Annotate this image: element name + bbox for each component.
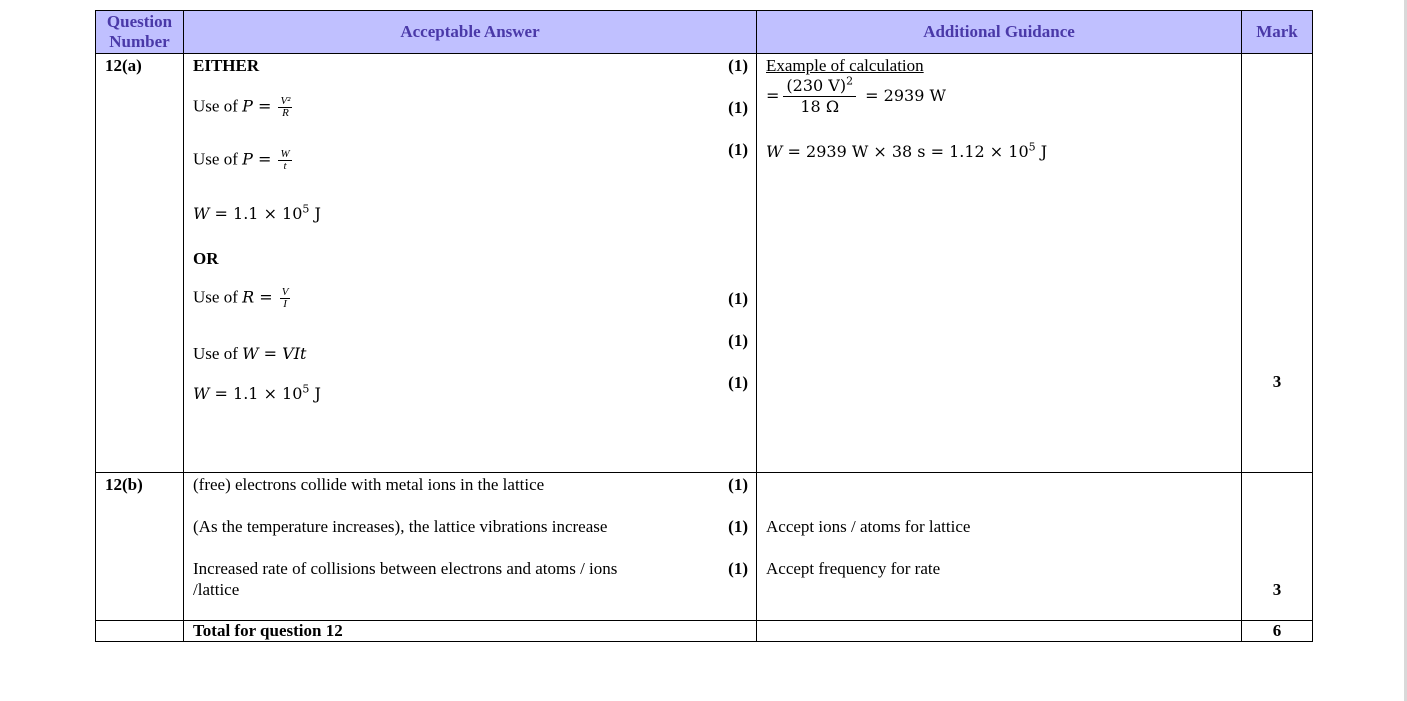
header-acceptable-answer: Acceptable Answer (184, 11, 757, 54)
header-additional-guidance: Additional Guidance (757, 11, 1242, 54)
mark-12a-1: (1) (728, 98, 748, 117)
answer-12b (184, 473, 757, 621)
mark-total-12b: 3 (1242, 473, 1313, 621)
either-label: EITHER (193, 56, 260, 75)
mark-12b-3: (1) (728, 559, 748, 578)
or-label: OR (193, 249, 219, 268)
mark-12b-1: (1) (728, 475, 748, 494)
guidance-12b-2: Accept frequency for rate (766, 559, 941, 578)
total-guidance-empty (757, 621, 1242, 642)
total-empty-cell (96, 621, 184, 642)
guidance-12b-1: Accept ions / atoms for lattice (766, 517, 971, 536)
use-of-r-vi: Use of R = $\frac{V}{I}$ (193, 286, 289, 310)
mark-12a-either: (1) (728, 56, 748, 75)
header-row (96, 11, 1313, 54)
header-mark: Mark (1242, 11, 1313, 54)
mark-scheme-table (95, 10, 1313, 642)
total-label: Total for question 12 (184, 621, 757, 642)
answer-12b-line-4: /lattice (193, 580, 240, 599)
mark-12b-2: (1) (728, 517, 748, 536)
question-number-12a: 12(a) (96, 54, 184, 473)
mark-total-12a: 3 (1242, 54, 1313, 473)
total-mark: 6 (1242, 621, 1313, 642)
row-12b (96, 473, 1313, 621)
answer-12a (184, 54, 757, 473)
use-of-p-v2r: Use of P = $\frac{\text{V²}}{R}$ (193, 95, 291, 119)
use-of-p-wt: Use of P = $\frac{W}{t}$ (193, 148, 290, 172)
mark-12a-4: (1) (728, 331, 748, 350)
result-w-either: $W = 1.1 \times 10^5$ J (193, 202, 321, 223)
row-12a (96, 54, 1313, 473)
mark-12a-3: (1) (728, 289, 748, 308)
guidance-12a (757, 54, 1242, 473)
mark-12a-5: (1) (728, 373, 748, 392)
use-of-w-vit: Use of W = VIt (193, 344, 307, 363)
guidance-12b (757, 473, 1242, 621)
answer-12b-line-2: (As the temperature increases), the lattice vibrations increase (193, 517, 608, 536)
question-number-12b: 12(b) (96, 473, 184, 621)
example-calculation-heading: Example of calculation (766, 56, 924, 75)
calculation-power: = $\frac{(230 V)^2}{18 \Omega}$ = 2939 W (766, 74, 946, 116)
row-total (96, 621, 1313, 642)
result-w-or: $W = 1.1 \times 10^5$ J (193, 382, 321, 403)
mark-12a-2: (1) (728, 140, 748, 159)
answer-12b-line-3: Increased rate of collisions between electrons and atoms / ions (193, 559, 618, 578)
answer-12b-line-1: (free) electrons collide with metal ions in the lattice (193, 475, 545, 494)
header-question-number: Question Number (96, 11, 184, 54)
calculation-energy: W = 2939 W × 38 $s = 1.12 \times 10^5$ J (766, 140, 1048, 161)
